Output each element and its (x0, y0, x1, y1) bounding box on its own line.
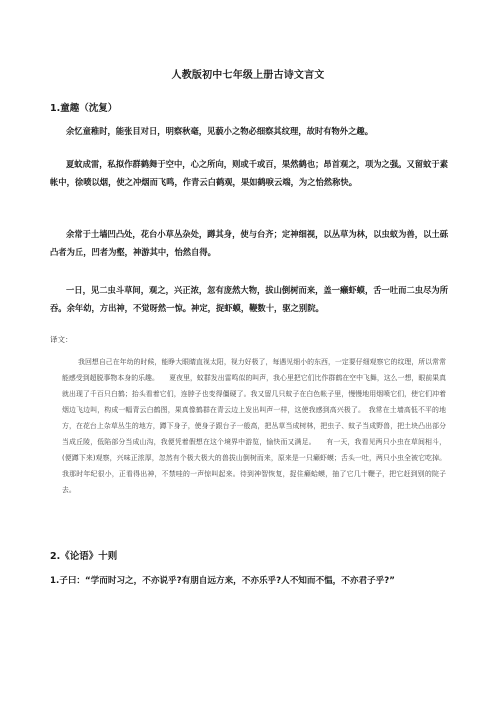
translation-label: 译文： (50, 335, 73, 344)
section-heading-lunyu: 2.《论语》十则 (50, 551, 118, 562)
lunyu-item-1: 1.子曰：“学而时习之，不亦说乎?有朋自远方来，不亦乐乎?人不知而不愠，不亦君子乎?” (50, 576, 395, 586)
tongqu-paragraph-1: 余忆童稚时，能张目对日，明察秋毫，见藐小之物必细察其纹理，故时有物外之趣。 (66, 126, 373, 136)
tongqu-paragraph-3: 余常于土墙凹凸处，花台小草丛杂处，蹲其身，使与台齐；定神细视，以丛草为林，以虫蚁为兽，以土砾凸者为丘，凹者为壑，神游其中，怡然自得。 (50, 229, 448, 257)
translation-text: 我回想自己在年幼的时候，能睁大眼睛直视太阳，视力好极了，每遇见细小的东西，一定要仔细观察它的纹理，所以常常能感受到超脱事物本身的乐趣。 夏夜里，蚊群发出雷鸣似的叫声，我心里把它们比作群鹤在空中飞舞，这么一想，眼前果真就出现了千百只白鹤；抬头看着它们，连脖子也变得僵硬了。我又留几只蚊子在白色帐子里，慢慢地用烟喷它们，使它们冲着烟边飞边叫，构成一幅青云白鹤图，果真像鹤群在青云边上发出叫声一样，这使我感到高兴极了。 我常在土墙高低不平的地方，在花台上杂草丛生的地方，蹲下身子，使身子跟台子一般高，把丛草当成树林，把虫子、蚊子当成野兽，把土块凸出部分当成丘陵，低陷部分当成山沟，我便凭着假想在这个境界中游览，愉快而又满足。 有一天，我看见两只小虫在草间相斗，(便蹲下来)观察，兴味正浓厚，忽然有个极大极大的兽拔山倒树而来，原来是一只癞虾蟆；舌头一吐，两只小虫全被它吃掉。我那时年纪很小，正看得出神，不禁哇的一声惊叫起来。待到神智恢复，捉住癞蛤蟆，抽了它几十鞭子，把它赶到别的院子去。 (62, 358, 446, 494)
section-heading-tongqu: 1.童趣（沈复） (50, 103, 118, 114)
tongqu-paragraph-2: 夏蚊成雷，私拟作群鹤舞于空中，心之所向，则或千或百，果然鹤也；昂首观之，项为之强。又留蚊于素帐中，徐喷以烟，使之冲烟而飞鸣，作青云白鹤观，果如鹤唳云端，为之怡然称快。 (50, 159, 448, 187)
document-title: 人教版初中七年级上册古诗文言文 (171, 70, 325, 81)
tongqu-paragraph-4: 一日，见二虫斗草间，观之，兴正浓，忽有庞然大物，拔山倒树而来，盖一癞虾蟆，舌一吐而二虫尽为所吞。余年幼，方出神，不觉呀然一惊。神定，捉虾蟆，鞭数十，驱之别院。 (50, 285, 448, 313)
